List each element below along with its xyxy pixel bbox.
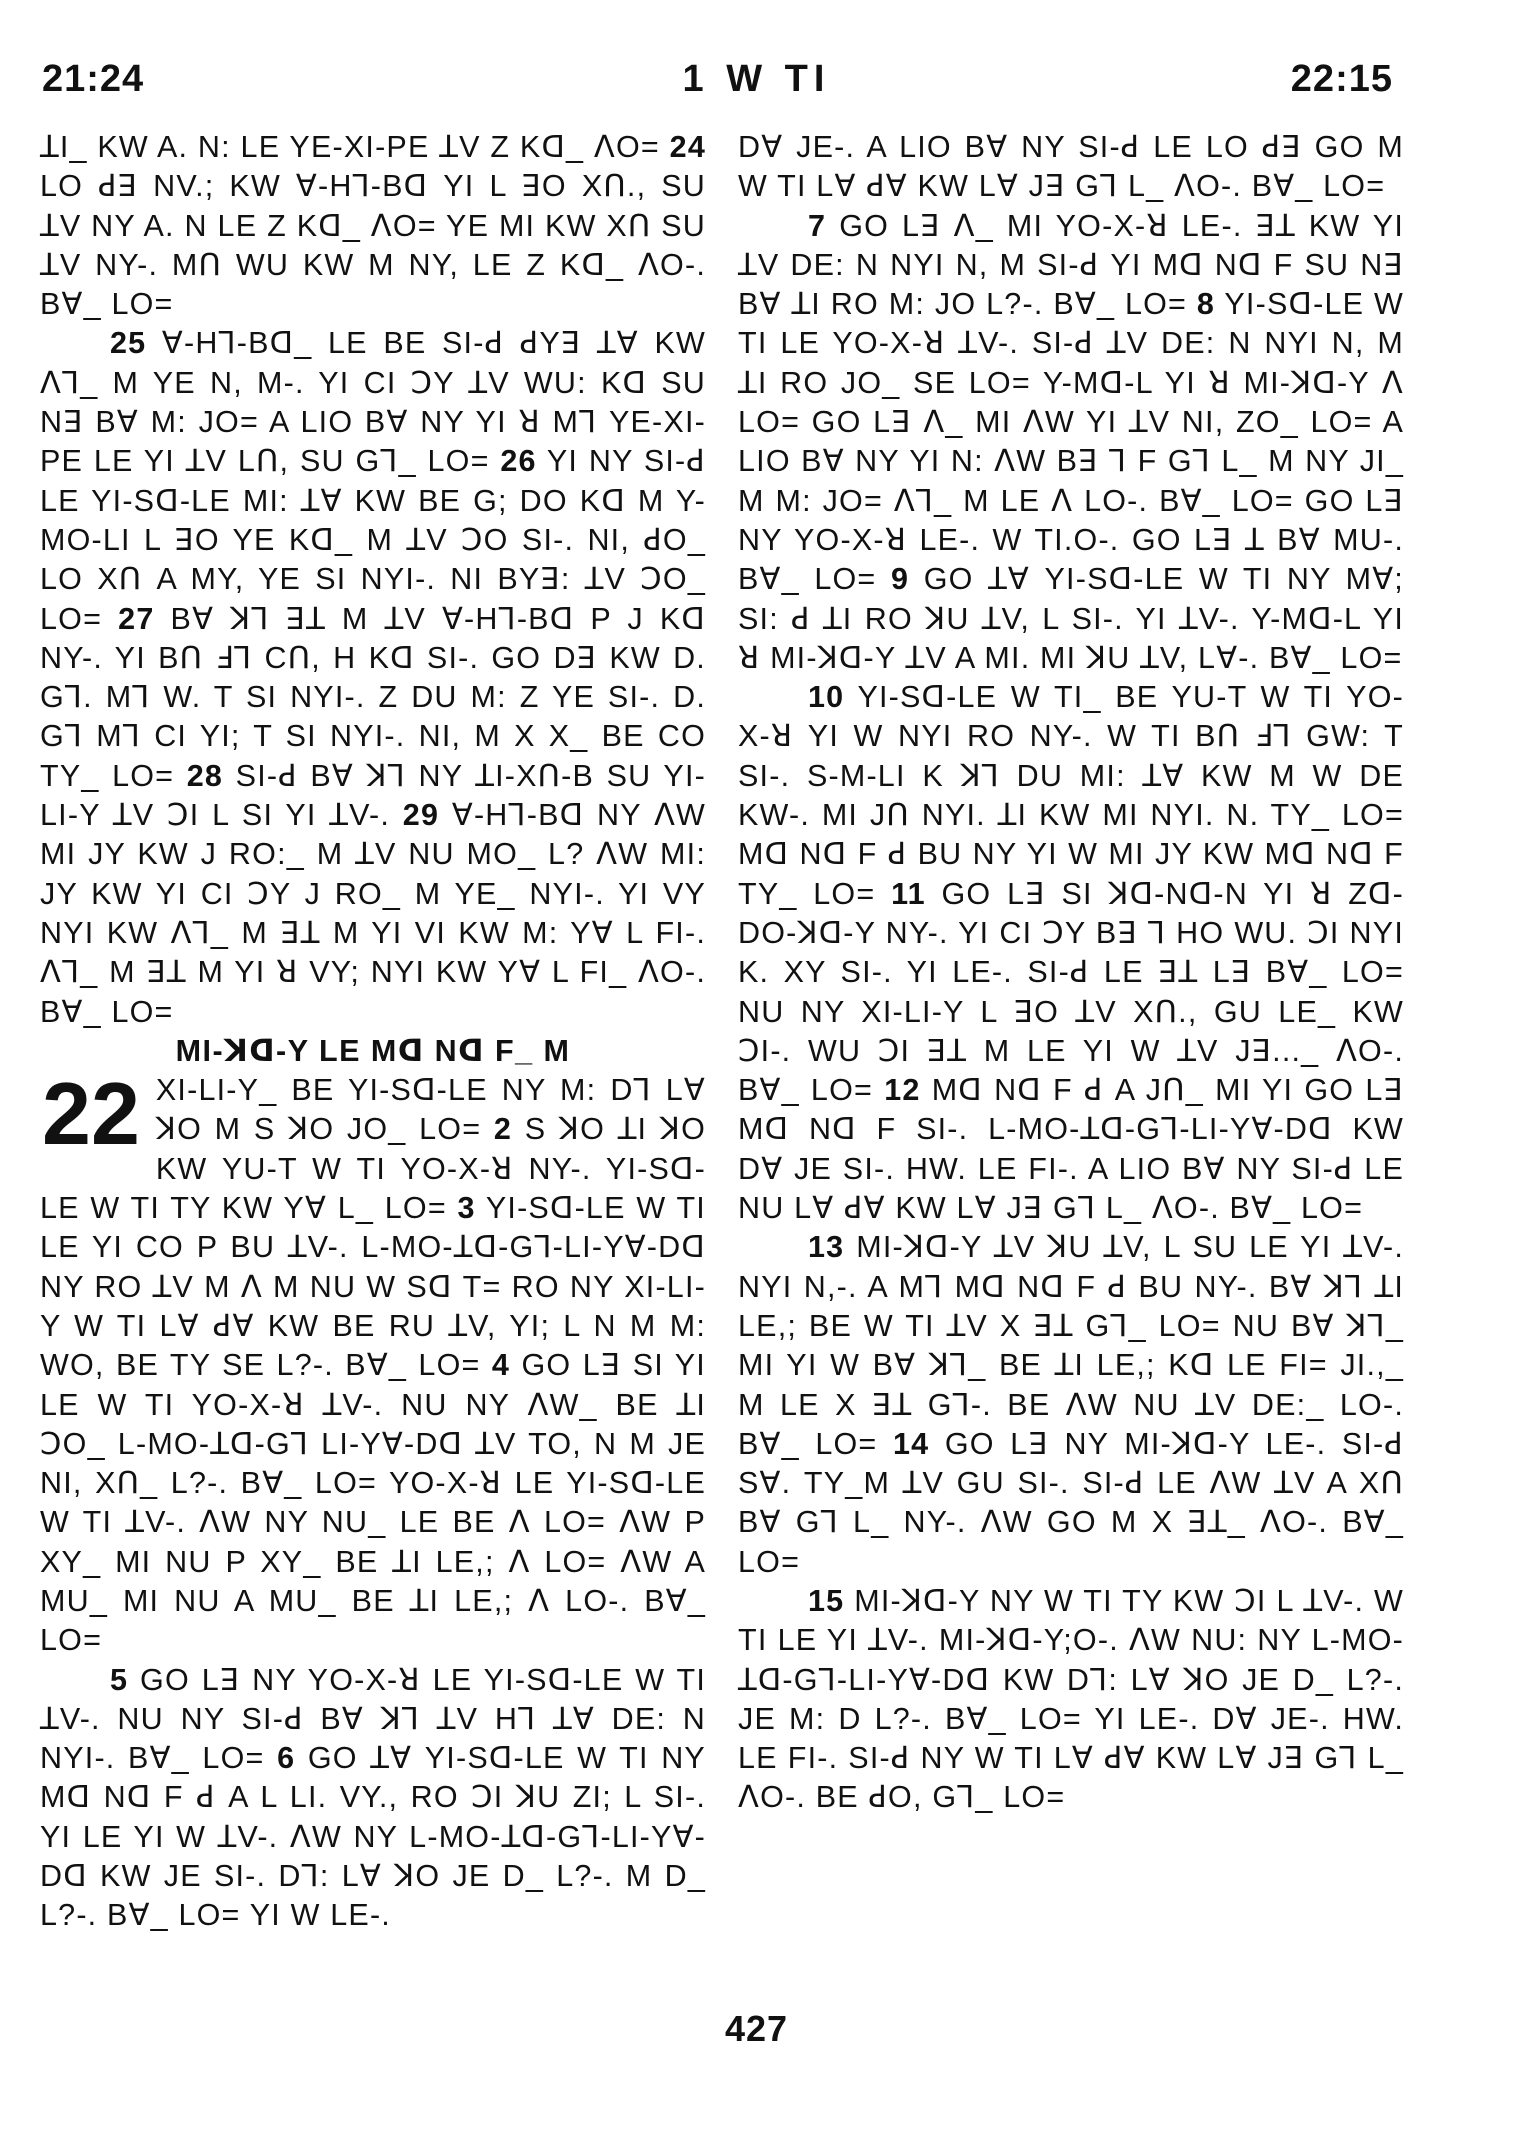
text-run: YI-Sꓷ-LE W TI LE YO-X-ꓤ ꓕV-. SI-ꓒ ꓕV DE: N NYI N, M ꓕI RO JO_ SE LO= Y-Mꓷ-L YI ꓤ MI-ꓘꓷ-Y ꓥ LO= GO Lꓱ ꓥ_ MI ꓥW YI ꓕV NI, ZO_ LO= A LIO Bꓯ NY YI N: ꓥW Bꓱ ꓶ F Gꓶ L_ M NY JI_ M M: JO= ꓥꓶ_ M LE ꓥ LO-. Bꓯ_ LO= GO Lꓱ NY YO-X-ꓤ LE-. W TI.O-. GO Lꓱ ꓕ Bꓯ MU-. Bꓯ_ LO= bbox=[738, 287, 1404, 597]
text-run: GO Lꓱ ꓥ_ MI YO-X-ꓤ LE-. ꓱꓕ KW YI ꓕV DE: N NYI N, M SI-ꓒ YI Mꓷ Nꓷ F SU Nꓱ Bꓯ ꓕI RO M: JO L?-. Bꓯ_ LO= bbox=[738, 208, 1404, 322]
paragraph bbox=[738, 678, 1404, 1228]
page-number: 427 bbox=[724, 2008, 789, 2049]
text-run: ꓯ-Hꓶ-Bꓷ NY ꓥW MI JY KW J RO:_ M ꓕV NU MO_ L? ꓥW MI: JY KW YI CI ꓛY J RO_ M YE_ NYI-. YI VY NYI KW ꓥꓶ_ M ꓱꓕ M YI VI KW M: Yꓯ L FI-. ꓥꓶ_ M ꓱꓕ M YI ꓤ VY; NYI KW Yꓯ L FI_ ꓥO-. Bꓯ_ LO= bbox=[40, 798, 706, 1029]
verse-number: 28 bbox=[186, 758, 224, 793]
header-book-title: 1 W TI bbox=[682, 58, 831, 100]
text-run: MI-ꓘꓷ-Y NY W TI TY KW ꓛI L ꓕV-. W TI LE YI ꓕV-. MI-ꓘꓷ-Y;O-. ꓥW NU: NY L-MO-ꓕꓷ-Gꓶ-LI-Yꓯ-Dꓷ KW Dꓶ: Lꓯ ꓘO JE D_ L?-. JE M: D L?-. Bꓯ_ LO= YI LE-. Dꓯ JE-. HW. LE FI-. SI-ꓒ NY W TI Lꓯ ꓒꓯ KW Lꓯ Jꓱ Gꓶ L_ ꓥO-. BE ꓒO, Gꓶ_ LO= bbox=[738, 1583, 1404, 1815]
text-run: MI-ꓘꓷ-Y ꓕV ꓘU ꓕV, L SU LE YI ꓕV-. NYI N,-. A Mꓶ Mꓷ Nꓷ F ꓒ BU NY-. Bꓯ ꓘꓶ ꓕI LE,; BE W TI ꓕV X ꓱꓕ Gꓶ_ LO= NU Bꓯ ꓘꓶ_ MI YI W Bꓯ ꓘꓶ_ BE ꓕI LE,; Kꓷ LE FI= JI.,_ M LE X ꓱꓕ Gꓶ-. BE ꓥW NU ꓕV DE:_ LO-. Bꓯ_ LO= bbox=[738, 1230, 1404, 1461]
paragraph bbox=[40, 1661, 706, 1936]
paragraph bbox=[738, 207, 1404, 679]
verse-number: 11 bbox=[891, 876, 926, 911]
verse-number: 2 bbox=[493, 1112, 513, 1147]
text-run: GO Lꓱ SI ꓘꓷ-Nꓷ-N YI ꓤ Zꓷ-DO-ꓘꓷ-Y NY-. YI CI ꓛY Bꓱ ꓶ HO WU. ꓛI NYI K. XY SI-. YI LE-. SI-ꓒ LE ꓱꓕ Lꓱ Bꓯ_ LO= NU NY XI-LI-Y L ꓱO ꓕV Xꓵ., GU LE_ KW ꓛI-. WU ꓛI ꓱꓕ M LE YI W ꓕV Jꓱ..._ ꓥO-. Bꓯ_ LO= bbox=[738, 876, 1404, 1108]
paragraph bbox=[738, 128, 1404, 207]
verse-number: 29 bbox=[402, 798, 440, 833]
text-run: YI-Sꓷ-LE W TI LE YI CO P BU ꓕV-. L-MO-ꓕꓷ-Gꓶ-LI-Yꓯ-Dꓷ NY RO ꓕV M ꓥ M NU W Sꓷ T= RO NY XI-LI-Y W TI Lꓯ ꓒꓯ KW BE RU ꓕV, YI; L N M M: WO, BE TY SE L?-. Bꓯ_ LO= bbox=[40, 1191, 706, 1383]
text-run: GO Lꓱ SI YI LE W TI YO-X-ꓤ ꓕV-. NU NY ꓥW_ BE ꓕI ꓛO_ L-MO-ꓕꓷ-Gꓶ LI-Yꓯ-Dꓷ ꓕV TO, N M JE NI, Xꓵ_ L?-. Bꓯ_ LO= YO-X-ꓤ LE YI-Sꓷ-LE W TI ꓕV-. ꓥW NY NU_ LE BE ꓥ LO= ꓥW P XY_ MI NU P XY_ BE ꓕI LE,; ꓥ LO= ꓥW A MU_ MI NU A MU_ BE ꓕI LE,; ꓥ LO-. Bꓯ_ LO= bbox=[40, 1348, 706, 1658]
text-run: Mꓷ Nꓷ F ꓒ A Jꓵ_ MI YI GO Lꓱ Mꓷ Nꓷ F SI-. L-MO-ꓕꓷ-Gꓶ-LI-Yꓯ-Dꓷ KW Dꓯ JE SI-. HW. LE FI-. A LIO Bꓯ NY SI-ꓒ LE NU Lꓯ ꓒꓯ KW Lꓯ Jꓱ Gꓶ L_ ꓥO-. Bꓯ_ LO= bbox=[738, 1073, 1404, 1226]
verse-number: 4 bbox=[491, 1348, 511, 1383]
verse-number: 27 bbox=[118, 601, 155, 636]
chapter-number: 22 bbox=[42, 1064, 140, 1164]
text-run: GO Lꓱ NY MI-ꓘꓷ-Y LE-. SI-ꓒ Sꓯ. TY_M ꓕV GU SI-. SI-ꓒ LE ꓥW ꓕV A Xꓵ Bꓯ Gꓶ L_ NY-. ꓥW GO M X ꓱꓕ_ ꓥO-. Bꓯ_ LO= bbox=[738, 1426, 1404, 1579]
verse-number: 9 bbox=[890, 562, 910, 597]
paragraph bbox=[738, 1582, 1404, 1818]
text-run: LO ꓒꓱ NV.; KW ꓯ-Hꓶ-Bꓷ YI L ꓱO Xꓵ., SU ꓕV NY A. N LE Z Kꓷ_ ꓥO= YE MI KW Xꓵ SU ꓕV NY-. Mꓵ WU KW M NY, LE Z Kꓷ_ ꓥO-. Bꓯ_ LO= bbox=[40, 169, 706, 322]
verse-number: 15 bbox=[808, 1583, 845, 1618]
header-verse-range-start: 21:24 bbox=[42, 58, 145, 100]
section-heading: MI-ꓘꓷ-Y LE Mꓷ Nꓷ F_ M bbox=[175, 1033, 571, 1068]
text-run: SI-ꓒ Bꓯ ꓘꓶ NY ꓕI-Xꓵ-B SU YI-LI-Y ꓕV ꓛI L SI YI ꓕV-. bbox=[40, 758, 706, 833]
verse-number: 8 bbox=[1196, 287, 1216, 322]
paragraph bbox=[40, 128, 706, 324]
verse-number: 24 bbox=[669, 130, 706, 164]
text-run: S ꓘO ꓕI ꓘO KW YU-T W TI YO-X-ꓤ NY-. YI-Sꓷ-LE W TI TY KW Yꓯ L_ LO= bbox=[40, 1112, 707, 1226]
verse-number: 12 bbox=[884, 1073, 921, 1108]
text-run: ꓕI_ KW A. N: LE YE-XI-PE ꓕV Z Kꓷ_ ꓥO= bbox=[40, 130, 660, 164]
header-verse-range-end: 22:15 bbox=[1290, 58, 1393, 100]
paragraph bbox=[40, 324, 706, 1031]
verse-number: 26 bbox=[500, 444, 537, 479]
text-run: YI-Sꓷ-LE W TI_ BE YU-T W TI YO-X-ꓤ YI W NYI RO NY-. W TI Bꓵ ꓞꓶ GW: T SI-. S-M-LI K ꓘꓶ DU MI: ꓕꓯ KW M W DE KW-. MI Jꓵ NYI. ꓕI KW MI NYI. N. TY_ LO= Mꓷ Nꓷ F ꓒ BU NY YI W MI JY KW Mꓷ Nꓷ F TY_ LO= bbox=[738, 680, 1404, 911]
text-run: GO Lꓱ NY YO-X-ꓤ LE YI-Sꓷ-LE W TI ꓕV-. NU NY SI-ꓒ Bꓯ ꓘꓶ ꓕV Hꓶ ꓕꓯ DE: N NYI-. Bꓯ_ LO= bbox=[40, 1662, 706, 1776]
verse-number: 13 bbox=[808, 1230, 845, 1265]
verse-number: 5 bbox=[110, 1662, 129, 1697]
text-run: XI-LI-Y_ BE YI-Sꓷ-LE NY M: Dꓶ Lꓯ ꓘO M S ꓘO JO_ LO= bbox=[155, 1073, 706, 1147]
paragraph bbox=[40, 1064, 707, 1660]
paragraph bbox=[738, 1228, 1404, 1582]
verse-number: 3 bbox=[457, 1191, 476, 1226]
text-run: YI NY SI-ꓒ LE YI-Sꓷ-LE MI: ꓕꓯ KW BE G; DO Kꓷ M Y-MO-LI L ꓱO YE Kꓷ_ M ꓕV ꓛO SI-. NI, ꓒO_ LO Xꓵ A MY, YE SI NYI-. NI BYꓱ: ꓕV ꓛO_ LO= bbox=[40, 444, 706, 636]
verse-number: 10 bbox=[808, 680, 845, 715]
text-run: Dꓯ JE-. A LIO Bꓯ NY SI-ꓒ LE LO ꓒꓱ GO M W TI Lꓯ ꓒꓯ KW Lꓯ Jꓱ Gꓶ L_ ꓥO-. Bꓯ_ LO= bbox=[738, 130, 1404, 204]
text-run: ꓯ-Hꓶ-Bꓷ_ LE BE SI-ꓒ ꓒYꓱ ꓕꓯ KW ꓥꓶ_ M YE N, M-. YI CI ꓛY ꓕV WU: Kꓷ SU Nꓱ Bꓯ M: JO= A LIO Bꓯ NY YI ꓤ Mꓶ YE-XI-PE LE YI ꓕV Lꓵ, SU Gꓶ_ LO= bbox=[40, 326, 706, 479]
text-run: Bꓯ ꓘꓶ ꓱꓕ M ꓕV ꓯ-Hꓶ-Bꓷ P J Kꓷ NY-. YI Bꓵ ꓞꓶ Cꓵ, H Kꓷ SI-. GO Dꓱ KW D. Gꓶ. Mꓶ W. T SI NYI-. Z DU M: Z YE SI-. D. Gꓶ Mꓶ CI YI; T SI NYI-. NI, M X X_ BE CO TY_ LO= bbox=[40, 601, 706, 793]
verse-number: 14 bbox=[892, 1426, 930, 1461]
verse-number: 7 bbox=[808, 208, 827, 243]
right-column bbox=[738, 128, 1404, 1818]
left-column bbox=[40, 128, 706, 1936]
text-run: GO ꓕꓯ YI-Sꓷ-LE W TI NY Mꓯ; SI: ꓒ ꓕI RO ꓘU ꓕV, L SI-. YI ꓕV-. Y-Mꓷ-L YI ꓤ MI-ꓘꓷ-Y ꓕV A MI. MI ꓘU ꓕV, Lꓯ-. Bꓯ_ LO= bbox=[738, 562, 1404, 675]
verse-number: 25 bbox=[110, 326, 147, 361]
verse-number: 6 bbox=[277, 1741, 296, 1776]
text-run: GO ꓕꓯ YI-Sꓷ-LE W TI NY Mꓷ Nꓷ F ꓒ A L LI. VY., RO ꓛI ꓘU ZI; L SI-. YI LE YI W ꓕV-. ꓥW NY L-MO-ꓕꓷ-Gꓶ-LI-Yꓯ-Dꓷ KW JE SI-. Dꓶ: Lꓯ ꓘO JE D_ L?-. M D_ L?-. Bꓯ_ LO= YI W LE-. bbox=[40, 1741, 706, 1933]
